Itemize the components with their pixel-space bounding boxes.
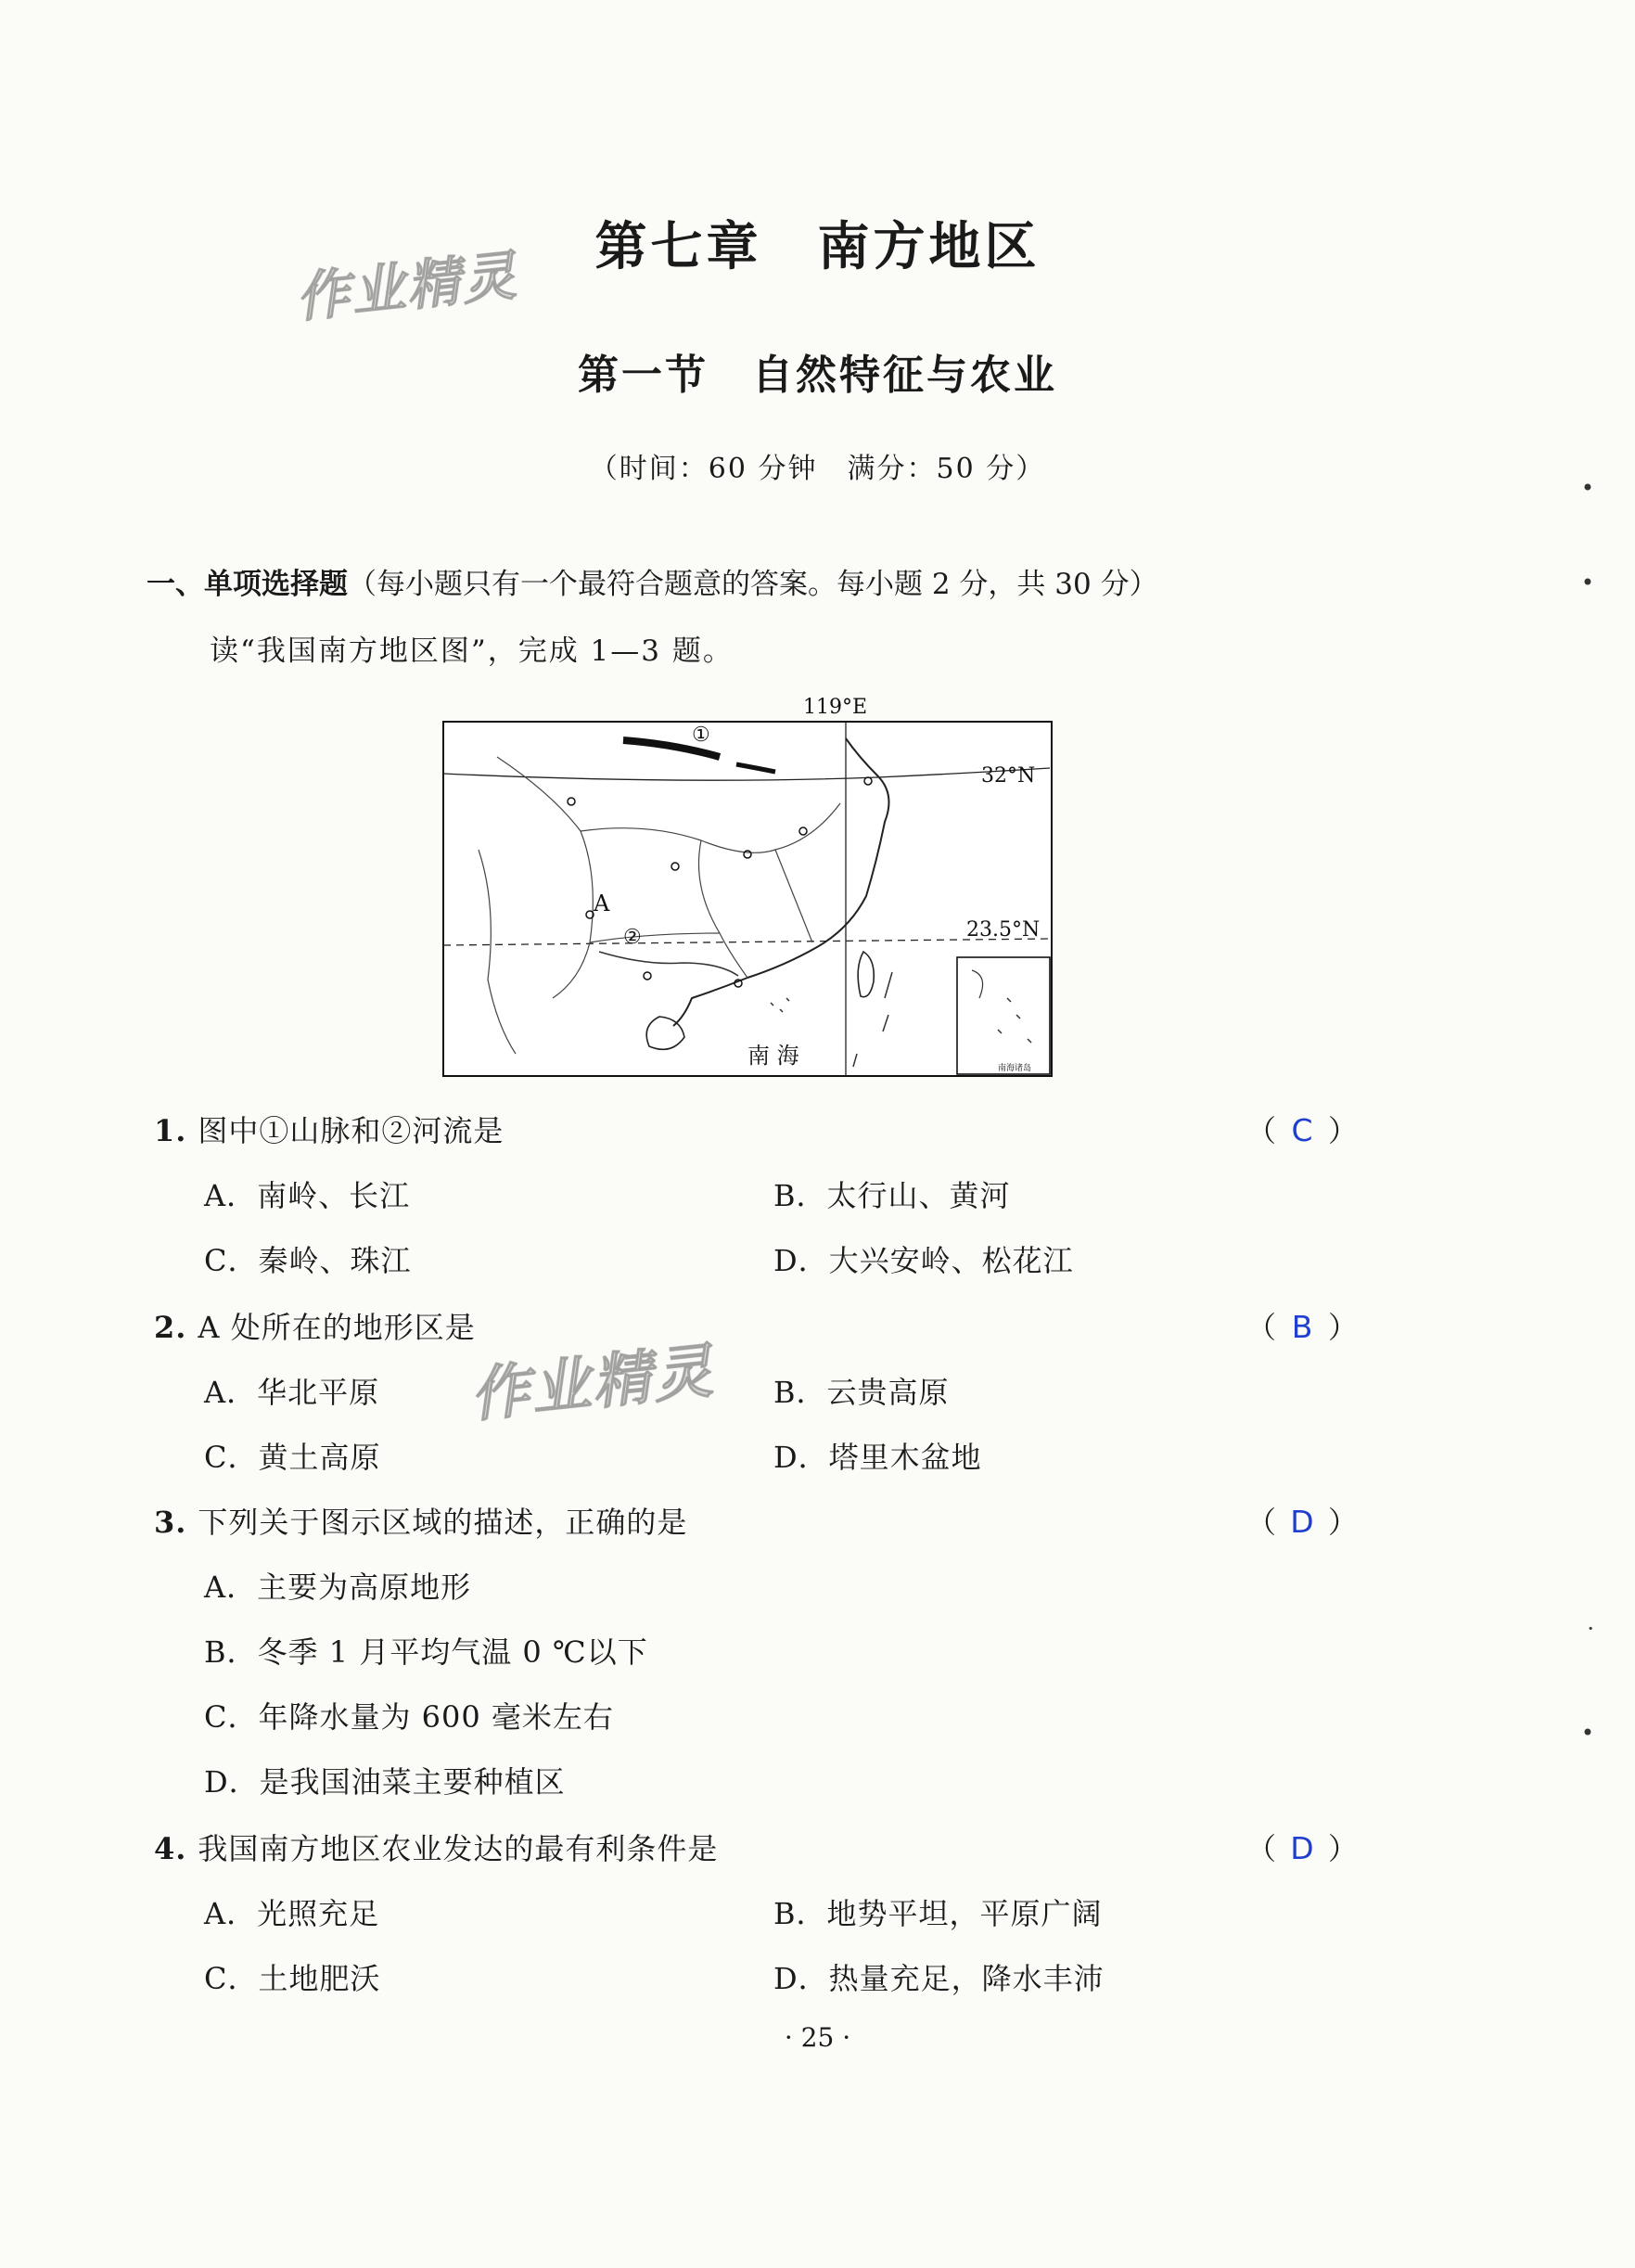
option-1b: B．太行山、黄河 bbox=[773, 1178, 1011, 1213]
map-label-inset: 南海诸岛 bbox=[998, 1064, 1032, 1073]
question-number: 1. bbox=[154, 1113, 187, 1148]
question-2 bbox=[154, 1304, 476, 1347]
question-number: 3. bbox=[154, 1505, 187, 1540]
option-1c: C．秦岭、珠江 bbox=[204, 1243, 412, 1278]
scan-mark: • bbox=[1580, 1720, 1594, 1746]
question-stem: A 处所在的地形区是 bbox=[198, 1310, 476, 1345]
option-2a: A．华北平原 bbox=[204, 1375, 380, 1410]
option-2d: D．塔里木盆地 bbox=[773, 1440, 982, 1475]
question-stem: 图中①山脉和②河流是 bbox=[198, 1113, 505, 1148]
option-4b: B．地势平坦，平原广阔 bbox=[773, 1896, 1103, 1931]
scan-mark: • bbox=[1580, 570, 1594, 596]
watermark: 作业精灵 bbox=[466, 1337, 718, 1431]
map-label-a: A bbox=[594, 891, 610, 916]
part-heading-title: 一、单项选择题 bbox=[147, 568, 348, 601]
question-number: 4. bbox=[154, 1831, 187, 1866]
option-3d: D．是我国油菜主要种植区 bbox=[204, 1764, 566, 1800]
option-2b: B．云贵高原 bbox=[773, 1375, 950, 1410]
question-stem: 下列关于图示区域的描述，正确的是 bbox=[198, 1505, 688, 1540]
answer-bracket-4: （ D ） bbox=[1246, 1830, 1359, 1866]
question-1 bbox=[154, 1108, 504, 1150]
question-number: 2. bbox=[154, 1310, 187, 1345]
map-label-1: ① bbox=[692, 724, 710, 747]
watermark: 作业精灵 bbox=[292, 243, 521, 330]
map-drawing bbox=[441, 720, 1054, 1078]
map-label-32n: 32°N bbox=[981, 764, 1036, 788]
answer-4: D bbox=[1290, 1830, 1314, 1866]
page-number: · 25 · bbox=[784, 2022, 851, 2053]
answer-1: C bbox=[1291, 1112, 1313, 1148]
answer-bracket-3: （ D ） bbox=[1246, 1504, 1359, 1540]
question-stem: 我国南方地区农业发达的最有利条件是 bbox=[198, 1831, 719, 1866]
scan-mark: • bbox=[1580, 475, 1594, 501]
option-4d: D．热量充足，降水丰沛 bbox=[773, 1961, 1105, 1996]
map-label-235n: 23.5°N bbox=[966, 918, 1041, 942]
answer-bracket-2: （ B ） bbox=[1246, 1309, 1359, 1345]
option-4a: A．光照充足 bbox=[204, 1896, 380, 1931]
answer-bracket-1: （ C ） bbox=[1246, 1112, 1359, 1148]
question-4 bbox=[154, 1826, 718, 1868]
part-heading bbox=[147, 560, 1158, 602]
option-3b: B．冬季 1 月平均气温 0 ℃以下 bbox=[204, 1634, 648, 1670]
instruction: 读“我国南方地区图”，完成 1—3 题。 bbox=[210, 634, 734, 668]
map-label-sea: 南 海 bbox=[747, 1043, 799, 1069]
option-1d: D．大兴安岭、松花江 bbox=[773, 1243, 1074, 1278]
time-info: （时间：60 分钟 满分：50 分） bbox=[589, 453, 1046, 485]
option-3a: A．主要为高原地形 bbox=[204, 1570, 472, 1605]
option-4c: C．土地肥沃 bbox=[204, 1961, 381, 1996]
answer-2: B bbox=[1291, 1309, 1313, 1345]
option-2c: C．黄土高原 bbox=[204, 1440, 381, 1475]
option-1a: A．南岭、长江 bbox=[204, 1178, 411, 1213]
question-3 bbox=[154, 1499, 687, 1542]
south-china-map bbox=[441, 696, 1054, 1078]
section-title: 第一节 自然特征与农业 bbox=[578, 352, 1057, 399]
option-3c: C．年降水量为 600 毫米左右 bbox=[204, 1699, 614, 1735]
map-label-119e: 119°E bbox=[803, 696, 868, 719]
scan-mark: · bbox=[1587, 1616, 1594, 1642]
answer-3: D bbox=[1290, 1504, 1314, 1540]
map-label-2: ② bbox=[623, 926, 642, 949]
part-heading-note: （每小题只有一个最符合题意的答案。每小题 2 分，共 30 分） bbox=[348, 568, 1158, 601]
chapter-title: 第七章 南方地区 bbox=[594, 216, 1041, 277]
